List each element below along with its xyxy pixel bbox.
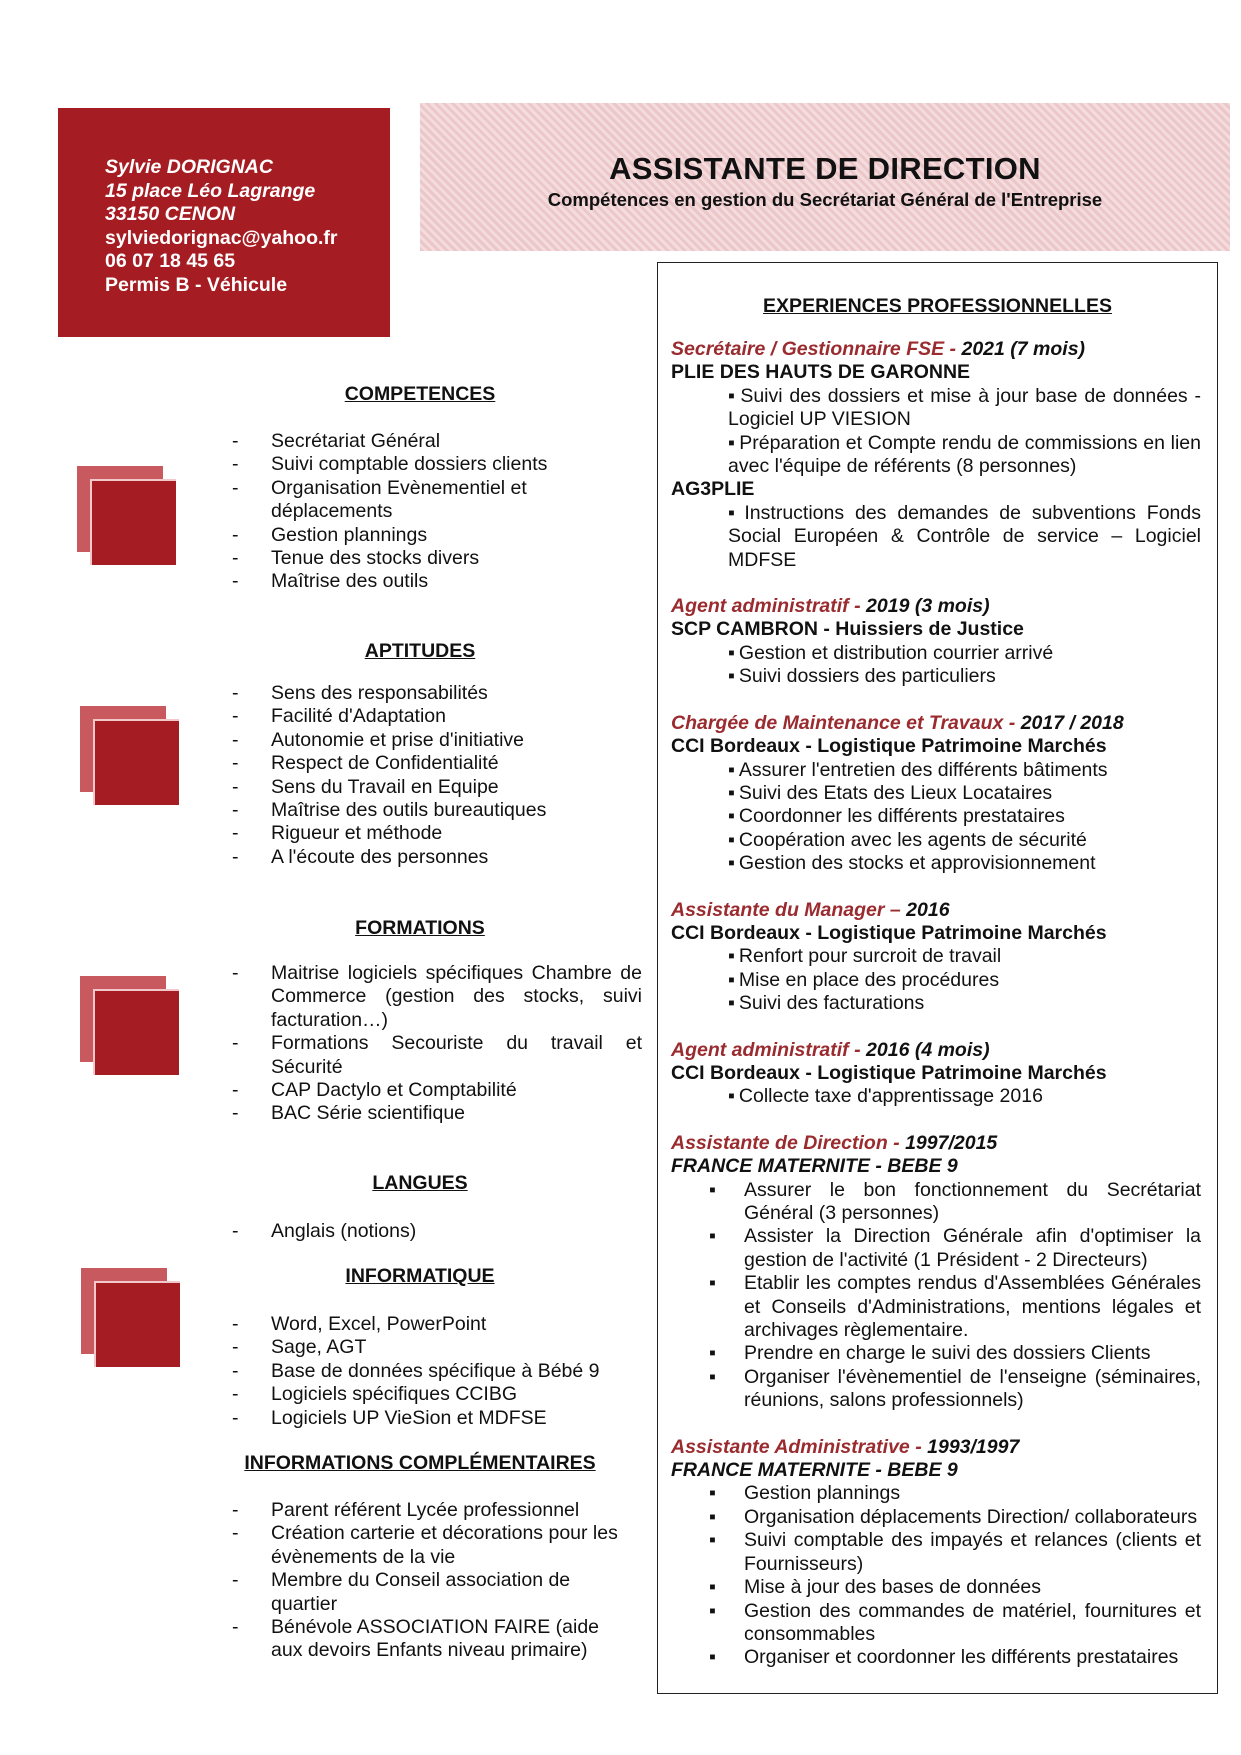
job-organization: FRANCE MATERNITE - BEBE 9 — [671, 1155, 958, 1178]
job-tasks — [671, 642, 1201, 689]
contact-address: 15 place Léo Lagrange — [105, 179, 316, 202]
aptitudes-item: - Facilité d'Adaptation — [232, 705, 642, 728]
decorative-squares-icon — [81, 1268, 181, 1368]
job-tasks — [671, 502, 1201, 572]
job-dates: 2019 (3 mois) — [866, 595, 990, 618]
job-task: ▪ Organiser et coordonner les différents prestataires — [671, 1646, 1201, 1669]
formations-list — [232, 962, 642, 1126]
competences-list — [232, 430, 642, 594]
aptitudes-item: - Sens du Travail en Equipe — [232, 776, 642, 799]
page-subtitle: Compétences en gestion du Secrétariat Général de l'Entreprise — [547, 189, 1103, 210]
job-organization: CCI Bordeaux - Logistique Patrimoine Marchés — [671, 921, 1107, 944]
job-task: ▪ Gestion des commandes de matériel, fournitures et consommables — [671, 1600, 1201, 1647]
job-title — [671, 338, 1201, 361]
langues-title: LANGUES — [372, 1172, 468, 1194]
informatique-item: - Word, Excel, PowerPoint — [232, 1313, 642, 1336]
job-organization: AG3PLIE — [671, 478, 755, 501]
contact-license: Permis B - Véhicule — [105, 273, 288, 296]
job-role: Secrétaire / Gestionnaire FSE — [671, 338, 945, 360]
experience-item — [671, 1132, 1201, 1413]
job-separator: - — [1003, 711, 1021, 734]
infos-item: - Bénévole ASSOCIATION FAIRE (aide aux devoirs Enfants niveau primaire) — [232, 1616, 632, 1663]
job-task: ▪ Suivi des Etats des Lieux Locataires — [728, 782, 1201, 805]
job-organization: CCI Bordeaux - Logistique Patrimoine Marchés — [671, 735, 1107, 758]
aptitudes-item: - Maîtrise des outils bureautiques — [232, 799, 642, 822]
job-task: ▪ Suivi dossiers des particuliers — [728, 665, 1201, 688]
job-task: ▪ Mise à jour des bases de données — [671, 1576, 1201, 1599]
informatique-item: - Base de données spécifique à Bébé 9 — [232, 1360, 642, 1383]
job-organization: CCI Bordeaux - Logistique Patrimoine Marchés — [671, 1061, 1107, 1084]
competences-item: - Gestion plannings — [232, 524, 642, 547]
infos-item: - Membre du Conseil association de quartier — [232, 1569, 632, 1616]
job-task: ▪ Mise en place des procédures — [728, 969, 1201, 992]
competences-item: - Tenue des stocks divers — [232, 547, 642, 570]
job-task: ▪ Assurer le bon fonctionnement du Secrétariat Général (3 personnes) — [671, 1179, 1201, 1226]
informatique-title: INFORMATIQUE — [345, 1265, 495, 1287]
job-tasks — [671, 945, 1201, 1015]
formations-item: - BAC Série scientifique — [232, 1102, 642, 1125]
informatique-item: - Logiciels spécifiques CCIBG — [232, 1383, 642, 1406]
job-task: ▪ Organiser l'évènementiel de l'enseigne (séminaires, réunions, salons professionnels) — [671, 1366, 1201, 1413]
job-separator: - — [909, 1435, 928, 1458]
job-title — [671, 712, 1201, 735]
experiences-title: EXPERIENCES PROFESSIONNELLES — [763, 295, 1112, 317]
aptitudes-list — [232, 682, 642, 869]
experience-item — [671, 712, 1201, 876]
informatique-item: - Sage, AGT — [232, 1336, 642, 1359]
formations-item: - Formations Secouriste du travail et Sécurité — [232, 1032, 642, 1079]
experience-item — [671, 1436, 1201, 1670]
aptitudes-item: - Sens des responsabilités — [232, 682, 642, 705]
contact-phone[interactable]: 06 07 18 45 65 — [105, 250, 236, 272]
job-title — [671, 1039, 1201, 1062]
contact-email[interactable]: sylviedorignac@yahoo.fr — [105, 226, 338, 249]
langues-list — [232, 1220, 642, 1243]
informatique-item: - Logiciels UP VieSion et MDFSE — [232, 1407, 642, 1430]
job-task: ▪ Suivi comptable des impayés et relances (clients et Fournisseurs) — [671, 1529, 1201, 1576]
job-task: ▪ Coopération avec les agents de sécurité — [728, 829, 1201, 852]
job-task: ▪ Gestion des stocks et approvisionnement — [728, 852, 1201, 875]
informatique-list — [232, 1313, 642, 1430]
aptitudes-item: - Respect de Confidentialité — [232, 752, 642, 775]
job-role: Assistante du Manager — [671, 898, 885, 921]
job-tasks — [671, 759, 1201, 876]
job-task: ▪ Etablir les comptes rendus d'Assemblées Générales et Conseils d'Administrations, mentions légales et archivages règlementaire. — [671, 1272, 1201, 1342]
job-tasks — [671, 1179, 1201, 1413]
aptitudes-item: - A l'écoute des personnes — [232, 846, 642, 869]
job-title — [671, 595, 1201, 618]
contact-info — [105, 156, 338, 297]
job-tasks — [671, 1085, 1201, 1108]
experience-item — [671, 1039, 1201, 1109]
job-role: Agent administratif — [671, 1038, 849, 1061]
job-task: ▪ Gestion et distribution courrier arrivé — [728, 642, 1201, 665]
experience-item — [671, 899, 1201, 1016]
job-separator: - — [848, 1038, 867, 1061]
competences-item: - Organisation Evènementiel et déplacements — [232, 477, 642, 524]
decorative-squares-icon — [80, 976, 180, 1076]
job-tasks — [671, 385, 1201, 479]
competences-item: - Suivi comptable dossiers clients — [232, 453, 642, 476]
job-dates: 2016 — [906, 898, 950, 921]
job-title — [671, 899, 1201, 922]
job-task: ▪ Renfort pour surcroit de travail — [728, 945, 1201, 968]
page-title: ASSISTANTE DE DIRECTION — [609, 151, 1041, 186]
experience-item — [671, 595, 1201, 689]
job-task: ▪ Suivi des dossiers et mise à jour base de données - Logiciel UP VIESION — [728, 385, 1201, 432]
infos-item: - Parent référent Lycée professionnel — [232, 1499, 632, 1522]
infos-item: - Création carterie et décorations pour les évènements de la vie — [232, 1522, 632, 1569]
job-title — [671, 1436, 1201, 1459]
job-dates: 1997/2015 — [905, 1131, 998, 1154]
competences-item: - Maîtrise des outils — [232, 570, 642, 593]
job-title — [671, 1132, 1201, 1155]
contact-city: 33150 CENON — [105, 203, 236, 225]
aptitudes-title: APTITUDES — [364, 640, 476, 662]
job-tasks — [671, 1482, 1201, 1669]
job-organization: FRANCE MATERNITE - BEBE 9 — [671, 1459, 958, 1482]
contact-box — [58, 108, 390, 337]
job-task: ▪ Organisation déplacements Direction/ collaborateurs — [671, 1506, 1201, 1529]
job-task: ▪ Collecte taxe d'apprentissage 2016 — [728, 1085, 1201, 1108]
experiences-box — [657, 262, 1218, 1694]
job-organization: SCP CAMBRON - Huissiers de Justice — [671, 618, 1024, 641]
job-task: ▪ Assister la Direction Générale afin d'optimiser la gestion de l'activité (1 Président - 2 Directeurs) — [671, 1225, 1201, 1272]
job-task: ▪ Gestion plannings — [671, 1482, 1201, 1505]
formations-item: - CAP Dactylo et Comptabilité — [232, 1079, 642, 1102]
job-separator: - — [944, 338, 962, 360]
decorative-squares-icon — [80, 706, 180, 806]
job-task: ▪ Prendre en charge le suivi des dossiers Clients — [671, 1342, 1201, 1365]
job-dates: 1993/1997 — [927, 1435, 1020, 1458]
aptitudes-item: - Rigueur et méthode — [232, 822, 642, 845]
job-separator: - — [887, 1131, 906, 1154]
contact-name: Sylvie DORIGNAC — [105, 156, 273, 178]
job-separator: – — [884, 898, 907, 921]
job-task: ▪ Coordonner les différents prestataires — [728, 805, 1201, 828]
experience-item — [671, 338, 1201, 572]
job-task: ▪ Instructions des demandes de subventions Fonds Social Européen & Contrôle de service – Logiciel MDFSE — [728, 502, 1201, 572]
job-role: Assistante de Direction — [671, 1131, 888, 1154]
decorative-squares-icon — [77, 466, 177, 566]
job-role: Assistante Administrative — [671, 1435, 910, 1458]
competences-item: - Secrétariat Général — [232, 430, 642, 453]
competences-title: COMPETENCES — [344, 383, 496, 405]
job-task: ▪ Préparation et Compte rendu de commissions en lien avec l'équipe de référents (8 personnes) — [728, 432, 1201, 479]
experiences-list — [671, 338, 1201, 1693]
title-banner — [420, 103, 1230, 251]
job-role: Agent administratif — [671, 595, 849, 618]
aptitudes-item: - Autonomie et prise d'initiative — [232, 729, 642, 752]
job-task: ▪ Suivi des facturations — [728, 992, 1201, 1015]
formations-item: - Maitrise logiciels spécifiques Chambre de Commerce (gestion des stocks, suivi facturation…) — [232, 962, 642, 1032]
formations-title: FORMATIONS — [355, 917, 485, 939]
langues-item: - Anglais (notions) — [232, 1220, 642, 1243]
infos-title: INFORMATIONS COMPLÉMENTAIRES — [244, 1452, 596, 1474]
job-organization: PLIE DES HAUTS DE GARONNE — [671, 361, 971, 384]
job-role: Chargée de Maintenance et Travaux — [671, 711, 1004, 734]
job-separator: - — [848, 595, 867, 618]
job-dates: 2016 (4 mois) — [866, 1038, 990, 1061]
job-dates: 2017 / 2018 — [1020, 711, 1124, 734]
job-dates: 2021 (7 mois) — [961, 338, 1086, 360]
infos-list — [232, 1499, 632, 1663]
job-task: ▪ Assurer l'entretien des différents bâtiments — [728, 759, 1201, 782]
